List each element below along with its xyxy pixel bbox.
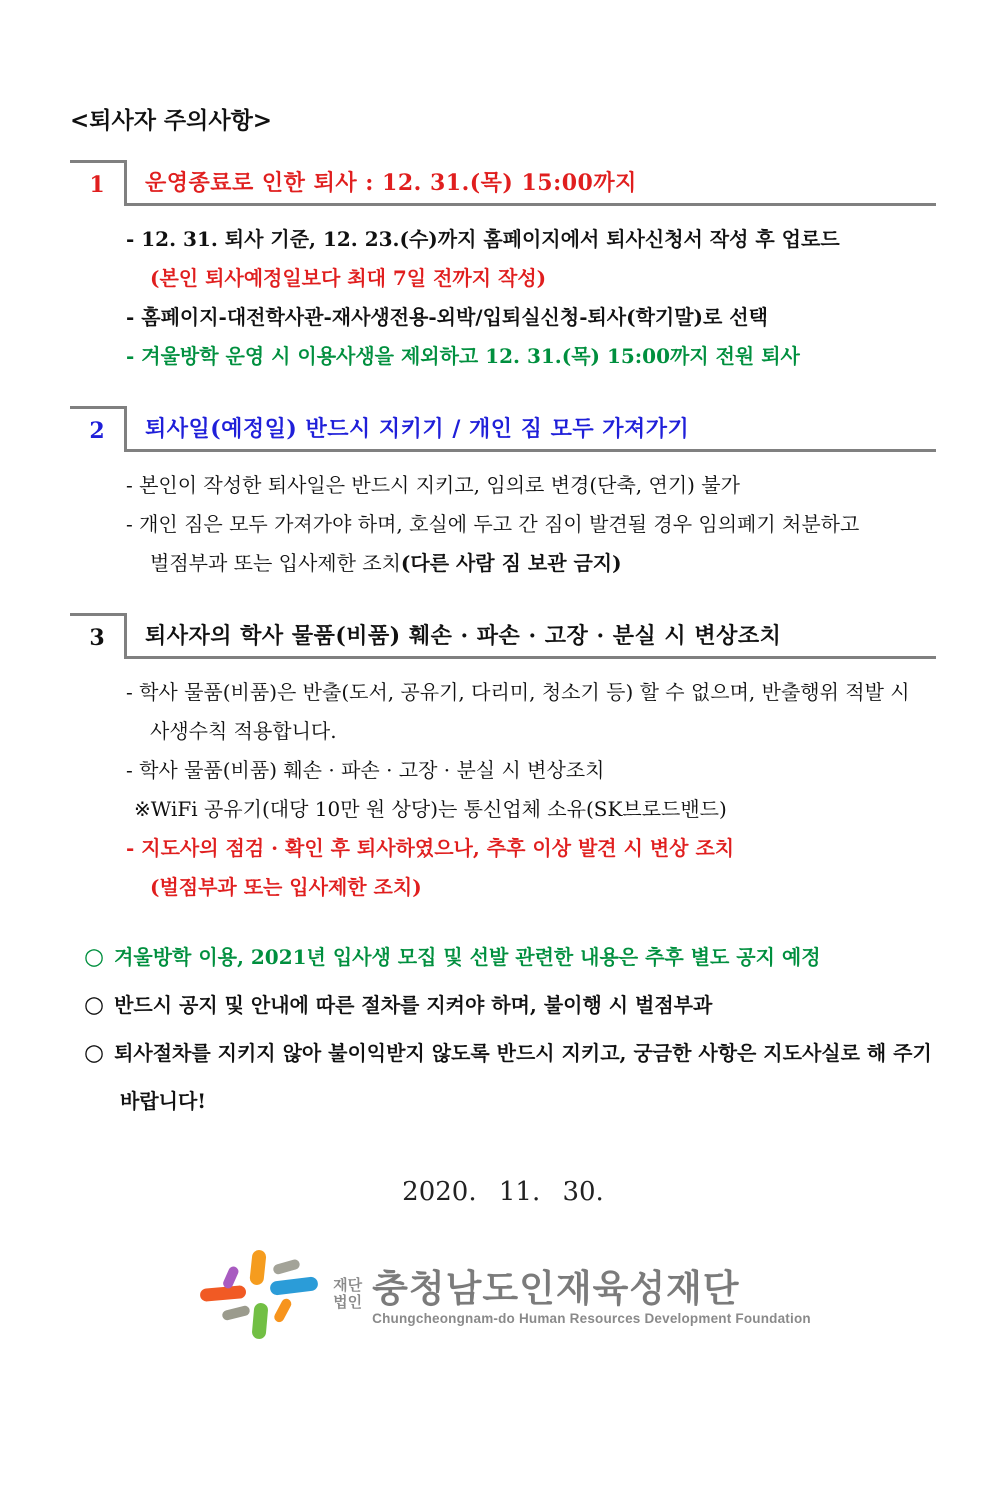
list-item: - 12. 31. 퇴사 기준, 12. 23.(수)까지 홈페이지에서 퇴사신청서 작성 후 업로드 <box>126 227 840 251</box>
org-name-block <box>372 1269 811 1326</box>
section-2 <box>70 406 936 583</box>
circle-bullet-icon: ○ <box>84 1040 105 1066</box>
org-name-korean: 충청남도인재육성재단 <box>372 1267 740 1309</box>
section-2-header <box>70 406 936 452</box>
org-type-line2: 법인 <box>333 1294 363 1311</box>
document-page <box>0 104 992 1347</box>
list-item: - 지도사의 점검 · 확인 후 퇴사하였으나, 추후 이상 발견 시 변상 조치 <box>126 836 735 860</box>
document-date: 2020. 11. 30. <box>402 1177 604 1207</box>
section-2-title: 퇴사일(예정일) 반드시 지키기 / 개인 짐 모두 가져가기 <box>127 406 936 452</box>
circle-bullet-icon: ○ <box>84 944 105 970</box>
list-item-note: ※WiFi 공유기(대당 10만 원 상당)는 통신업체 소유(SK브로드밴드) <box>134 797 727 821</box>
document-title: <퇴사자 주의사항> <box>70 107 273 134</box>
section-1-header <box>70 160 936 206</box>
section-1 <box>70 160 936 376</box>
section-3-body <box>70 673 936 907</box>
note-text: 퇴사절차를 지키지 않아 불이익받지 않도록 반드시 지키고, 궁금한 사항은 지도사실로 해 주기 바랍니다! <box>114 1041 932 1113</box>
list-item: - 겨울방학 운영 시 이용사생을 제외하고 12. 31.(목) 15:00까지 전원 퇴사 <box>126 344 800 368</box>
list-item: - 본인이 작성한 퇴사일은 반드시 지키고, 임의로 변경(단축, 연기) 불가 <box>126 473 740 497</box>
list-item: (본인 퇴사예정일보다 최대 7일 전까지 작성) <box>150 266 547 290</box>
note-item <box>84 933 936 981</box>
note-text: 겨울방학 이용, 2021년 입사생 모집 및 선발 관련한 내용은 추후 별도 공지 예정 <box>114 945 821 969</box>
section-1-number: 1 <box>70 160 127 206</box>
pinwheel-logo-icon <box>195 1247 327 1347</box>
list-item: (벌점부과 또는 입사제한 조치) <box>150 875 422 899</box>
list-item-text: - 개인 짐은 모두 가져가야 하며, 호실에 두고 간 짐이 발견될 경우 임의폐기 처분하고 벌점부과 또는 입사제한 조치 <box>126 512 860 575</box>
note-item <box>84 981 936 1029</box>
list-item-emphasis: (다른 사람 짐 보관 금지) <box>400 551 622 575</box>
list-item: - 학사 물품(비품)은 반출(도서, 공유기, 다리미, 청소기 등) 할 수 없으며, 반출행위 적발 시 사생수칙 적용합니다. <box>126 680 910 743</box>
circle-bullet-icon: ○ <box>84 992 105 1018</box>
org-name-english: Chungcheongnam-do Human Resources Development Foundation <box>372 1310 811 1326</box>
list-item: - 학사 물품(비품) 훼손 · 파손 · 고장 · 분실 시 변상조치 <box>126 758 605 782</box>
note-text: 반드시 공지 및 안내에 따른 절차를 지켜야 하며, 불이행 시 벌점부과 <box>114 993 713 1017</box>
section-1-body <box>70 220 936 376</box>
note-item <box>84 1029 936 1125</box>
section-3 <box>70 613 936 907</box>
general-notes <box>70 933 936 1125</box>
organization-logo <box>70 1247 936 1347</box>
section-2-number: 2 <box>70 406 127 452</box>
section-3-number: 3 <box>70 613 127 659</box>
org-type-line1: 재단 <box>333 1277 363 1294</box>
section-3-title: 퇴사자의 학사 물품(비품) 훼손 · 파손 · 고장 · 분실 시 변상조치 <box>127 613 936 659</box>
list-item <box>126 505 936 583</box>
section-2-body <box>70 466 936 583</box>
org-type-label <box>333 1277 362 1311</box>
section-1-title: 운영종료로 인한 퇴사 : 12. 31.(목) 15:00까지 <box>127 160 936 206</box>
section-3-header <box>70 613 936 659</box>
list-item: - 홈페이지-대전학사관-재사생전용-외박/입퇴실신청-퇴사(학기말)로 선택 <box>126 305 768 329</box>
